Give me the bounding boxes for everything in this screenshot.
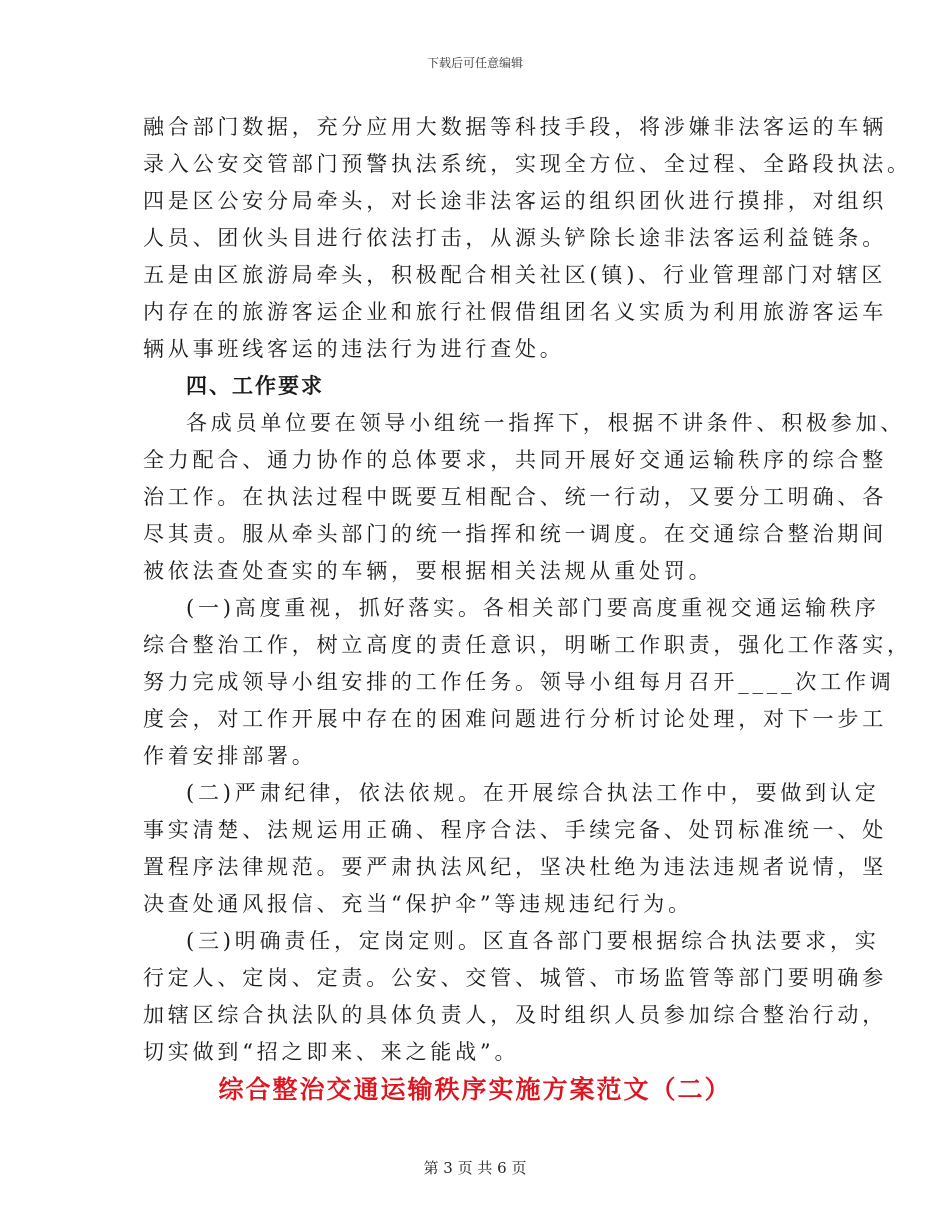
body-text-line: 综合整治工作，树立高度的责任意识，明晰工作职责，强化工作落实， (143, 633, 912, 657)
body-text-line: 置程序法律规范。要严肃执法风纪，坚决杜绝为违法违规者说情，坚 (143, 855, 887, 879)
body-text-line: 决查处通风报信、充当“保护伞”等违规违纪行为。 (143, 892, 693, 916)
body-text-line: 内存在的旅游客运企业和旅行社假借组团名义实质为利用旅游客运车 (143, 300, 887, 324)
body-text-line: 事实清楚、法规运用正确、程序合法、手续完备、处罚标准统一、处 (143, 818, 887, 842)
body-text-line: 度会，对工作开展中存在的困难问题进行分析讨论处理，对下一步工 (143, 707, 887, 731)
body-text-line: 作着安排部署。 (143, 744, 317, 768)
body-text-line: 尽其责。服从牵头部门的统一指挥和统一调度。在交通综合整治期间 (143, 522, 887, 546)
body-text-line: (三)明确责任，定岗定则。区直各部门要根据综合执法要求，实 (186, 929, 880, 953)
section-heading: 四、工作要求 (186, 374, 324, 398)
body-text-line: 五是由区旅游局牵头，积极配合相关社区(镇)、行业管理部门对辖区 (143, 263, 887, 287)
body-text-line: 治工作。在执法过程中既要互相配合、统一行动，又要分工明确、各 (143, 485, 887, 509)
page-header: 下载后可任意编辑 (426, 56, 523, 70)
body-text-line: 被依法查处查实的车辆，要根据相关法规从重处罚。 (143, 559, 714, 583)
body-text-line: 人员、团伙头目进行依法打击，从源头铲除长途非法客运利益链条。 (143, 226, 887, 250)
body-text-line: 加辖区综合执法队的具体负责人，及时组织人员参加综合整治行动， (143, 1003, 887, 1027)
body-text-line: 努力完成领导小组安排的工作任务。领导小组每月召开____次工作调 (143, 670, 895, 694)
body-text-line: (一)高度重视，抓好落实。各相关部门要高度重视交通运输秩序 (186, 596, 880, 620)
body-text-line: 录入公安交管部门预警执法系统，实现全方位、全过程、全路段执法。 (143, 152, 912, 176)
body-text-line: (二)严肃纪律，依法依规。在开展综合执法工作中，要做到认定 (186, 781, 880, 805)
body-text-line: 全力配合、通力协作的总体要求，共同开展好交通运输秩序的综合整 (143, 448, 887, 472)
body-text-line: 各成员单位要在领导小组统一指挥下，根据不讲条件、积极参加、 (186, 411, 906, 435)
page-footer: 第 3 页 共 6 页 (423, 1159, 527, 1177)
body-text-line: 融合部门数据，充分应用大数据等科技手段，将涉嫌非法客运的车辆 (143, 115, 887, 139)
body-text-line: 辆从事班线客运的违法行为进行查处。 (143, 337, 565, 361)
body-text-line: 四是区公安分局牵头，对长途非法客运的组织团伙进行摸排，对组织 (143, 189, 887, 213)
body-text-line: 行定人、定岗、定责。公安、交管、城管、市场监管等部门要明确参 (143, 966, 887, 990)
body-text-line: 切实做到“招之即来、来之能战”。 (143, 1040, 520, 1064)
next-document-title: 综合整治交通运输秩序实施方案范文（二） (218, 1075, 732, 1104)
